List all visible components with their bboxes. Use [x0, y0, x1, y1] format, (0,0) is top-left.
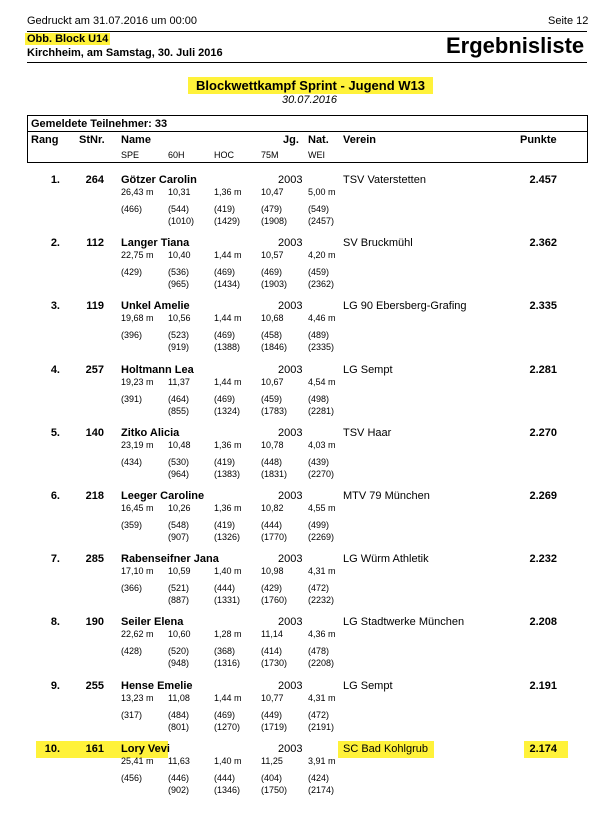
entry-points: (478): [308, 646, 330, 657]
entry-cumulative: (1270): [214, 721, 241, 732]
sub-hoc: HOC: [214, 150, 234, 160]
entry-cumulative: (902): [168, 784, 190, 795]
entry-performance: 10,78: [261, 439, 284, 450]
entry-points: (484): [168, 709, 190, 720]
entry-performance: 5,00 m: [308, 187, 336, 197]
entry-jg: 2003: [278, 174, 303, 186]
entry-performance: 19,23 m: [121, 376, 154, 387]
entry-cumulative: (1326): [214, 532, 241, 542]
entry-performance: 4,36 m: [308, 629, 336, 640]
entry-points: (469): [214, 267, 236, 278]
entry-jg: 2003: [278, 679, 303, 692]
entry-performance: 23,19 m: [121, 439, 154, 450]
entry-cumulative: (1383): [214, 468, 241, 479]
entry-performance: 4,31 m: [308, 692, 336, 703]
entry-rank: 2.: [50, 237, 60, 250]
entry-cumulative: (1010): [168, 216, 195, 226]
entry-points: (446): [168, 772, 190, 783]
entry-points: (530): [168, 456, 190, 467]
entry-punkte: 2.232: [529, 553, 557, 566]
entry-performance: 11,08: [168, 692, 190, 703]
entry-punkte: 2.270: [529, 426, 557, 439]
entry-points: (548): [168, 520, 190, 530]
entry-performance: 10,26: [168, 503, 191, 513]
entry-points: (479): [261, 204, 283, 214]
entry-points: (359): [121, 520, 143, 530]
entry-points: (414): [261, 646, 283, 657]
entry-performance: 11,14: [261, 629, 283, 640]
entry-rank: 7.: [50, 553, 60, 566]
entry-jg: 2003: [278, 300, 303, 313]
entry-performance: 22,75 m: [121, 250, 154, 261]
entry-punkte: 2.457: [529, 174, 557, 186]
entry-points: (448): [261, 456, 283, 467]
entry-verein: LG Sempt: [343, 363, 393, 376]
entry-cumulative: (1346): [214, 784, 241, 795]
entry-punkte: 2.335: [529, 300, 557, 313]
entry-points: (419): [214, 204, 236, 214]
entry-performance: 1,44 m: [214, 313, 242, 324]
entry-performance: 1,36 m: [214, 503, 242, 513]
entry-cumulative: (2208): [308, 658, 335, 669]
entry-points: (429): [121, 267, 143, 278]
entry-cumulative: (907): [168, 532, 190, 542]
entry-performance: 10,82: [261, 503, 284, 513]
entry-performance: 19,68 m: [121, 313, 154, 324]
entry-cumulative: (2191): [308, 721, 335, 732]
table-bottom-border: [27, 162, 587, 163]
event-location: Kirchheim, am Samstag, 30. Juli 2016: [27, 47, 223, 59]
entry-cumulative: (964): [168, 468, 190, 479]
entry-performance: 10,67: [261, 376, 284, 387]
table-left-border: [27, 115, 28, 163]
entry-name: Hense Emelie: [121, 679, 193, 692]
entry-cumulative: (855): [168, 405, 190, 416]
entry-points: (419): [214, 520, 236, 530]
entry-performance: 10,98: [261, 566, 284, 577]
entry-verein: LG Würm Athletik: [343, 553, 429, 566]
entry-cumulative: (1760): [261, 595, 288, 606]
entry-punkte: 2.208: [529, 616, 557, 629]
entry-performance: 10,40: [168, 250, 191, 261]
entry-name: Zitko Alicia: [121, 426, 180, 439]
table-top-border: [27, 115, 587, 116]
entry-cumulative: (1750): [261, 784, 288, 795]
sub-spe: SPE: [121, 150, 140, 160]
entry-stnr: 119: [86, 300, 104, 313]
sub-60h: 60H: [168, 150, 185, 160]
entry-verein: LG 90 Ebersberg-Grafing: [343, 300, 467, 313]
entry-performance: 1,40 m: [214, 566, 242, 577]
entry-performance: 4,03 m: [308, 439, 336, 450]
competition-date: 30.07.2016: [282, 94, 338, 106]
entry-points: (489): [308, 330, 330, 341]
entry-points: (444): [214, 772, 236, 783]
entry-points: (456): [121, 772, 143, 783]
entry-performance: 1,36 m: [214, 187, 242, 197]
entry-points: (444): [261, 520, 283, 530]
entry-name: Seiler Elena: [121, 616, 184, 629]
entry-jg: 2003: [278, 553, 303, 566]
entry-verein: LG Stadtwerke München: [343, 616, 465, 629]
entry-punkte: 2.191: [529, 679, 557, 692]
entry-performance: 26,43 m: [121, 187, 154, 197]
entry-performance: 11,37: [168, 376, 190, 387]
entry-cumulative: (1846): [261, 342, 288, 353]
registered-count: Gemeldete Teilnehmer: 33: [31, 118, 168, 130]
entry-points: (444): [214, 583, 236, 594]
entry-points: (458): [261, 330, 283, 341]
entry-stnr: 218: [85, 490, 104, 502]
entry-name: Götzer Carolin: [121, 174, 197, 186]
table-right-border: [587, 115, 588, 163]
entry-jg: 2003: [278, 742, 303, 755]
entry-stnr: 285: [85, 553, 104, 566]
block-name: Obb. Block U14: [27, 33, 109, 45]
entry-rank: 6.: [50, 490, 60, 502]
entry-performance: 11,25: [261, 755, 283, 766]
header-bottom-divider: [27, 62, 587, 63]
entry-points: (469): [261, 267, 283, 278]
entry-cumulative: (2270): [308, 468, 335, 479]
competition-title: Blockwettkampf Sprint - Jugend W13: [188, 77, 433, 94]
entry-points: (429): [261, 583, 283, 594]
entry-cumulative: (965): [168, 279, 190, 290]
entry-points: (521): [168, 583, 190, 594]
entry-points: (469): [214, 330, 236, 341]
entry-performance: 1,44 m: [214, 376, 242, 387]
entry-performance: 10,57: [261, 250, 284, 261]
entry-performance: 22,62 m: [121, 629, 154, 640]
entry-performance: 10,56: [168, 313, 191, 324]
entry-cumulative: (1434): [214, 279, 241, 290]
entry-cumulative: (1903): [261, 279, 288, 290]
entry-performance: 17,10 m: [121, 566, 154, 577]
entry-points: (498): [308, 393, 330, 404]
entry-cumulative: (1783): [261, 405, 288, 416]
entry-verein: LG Sempt: [343, 679, 393, 692]
entry-performance: 10,60: [168, 629, 191, 640]
printed-date: Gedruckt am 31.07.2016 um 00:00: [27, 15, 197, 27]
entry-stnr: 140: [85, 426, 104, 439]
entry-performance: 1,44 m: [214, 692, 242, 703]
col-name: Name: [121, 134, 151, 146]
entry-performance: 25,41 m: [121, 755, 154, 766]
entry-points: (317): [121, 709, 143, 720]
entry-points: (472): [308, 583, 330, 594]
col-stnr: StNr.: [79, 134, 105, 146]
entry-performance: 11,63: [168, 755, 190, 766]
entry-cumulative: (2232): [308, 595, 335, 606]
col-rang: Rang: [31, 134, 59, 146]
entry-jg: 2003: [278, 490, 303, 502]
entry-rank: 9.: [50, 679, 60, 692]
entry-performance: 4,31 m: [308, 566, 336, 577]
entry-verein: TSV Haar: [343, 426, 392, 439]
entry-cumulative: (919): [168, 342, 190, 353]
entry-performance: 3,91 m: [308, 755, 336, 766]
col-nat: Nat.: [308, 134, 329, 146]
entry-performance: 4,46 m: [308, 313, 336, 324]
entry-points: (549): [308, 204, 330, 214]
entry-rank: 8.: [50, 616, 60, 629]
entry-performance: 1,36 m: [214, 439, 242, 450]
entry-cumulative: (1388): [214, 342, 241, 353]
entry-performance: 10,48: [168, 439, 191, 450]
entry-performance: 10,77: [261, 692, 284, 703]
entry-points: (466): [121, 204, 143, 214]
entry-performance: 10,68: [261, 313, 284, 324]
entry-cumulative: (1331): [214, 595, 241, 606]
entry-name: Unkel Amelie: [121, 300, 190, 313]
entry-points: (404): [261, 772, 283, 783]
entry-points: (472): [308, 709, 330, 720]
entry-cumulative: (2362): [308, 279, 335, 290]
entry-points: (449): [261, 709, 283, 720]
entry-stnr: 161: [85, 742, 104, 755]
entry-rank: 4.: [50, 363, 60, 376]
entry-performance: 4,20 m: [308, 250, 336, 261]
entry-points: (391): [121, 393, 143, 404]
entry-name: Holtmann Lea: [121, 363, 194, 376]
entry-performance: 1,28 m: [214, 629, 242, 640]
entry-points: (396): [121, 330, 143, 341]
entry-punkte: 2.281: [529, 363, 557, 376]
entry-performance: 4,54 m: [308, 376, 336, 387]
entry-cumulative: (1719): [261, 721, 288, 732]
entry-points: (544): [168, 204, 190, 214]
entry-verein: TSV Vaterstetten: [343, 174, 426, 186]
entry-points: (428): [121, 646, 143, 657]
entry-points: (469): [214, 709, 236, 720]
entry-cumulative: (2335): [308, 342, 335, 353]
entry-punkte: 2.269: [529, 490, 557, 502]
entry-cumulative: (1908): [261, 216, 288, 226]
entry-cumulative: (2269): [308, 532, 335, 542]
entry-punkte: 2.174: [529, 742, 557, 755]
entry-verein: SV Bruckmühl: [343, 237, 413, 250]
entry-cumulative: (1770): [261, 532, 288, 542]
sub-75m: 75M: [261, 150, 279, 160]
entry-verein: MTV 79 München: [343, 490, 430, 502]
entry-jg: 2003: [278, 237, 303, 250]
entry-points: (464): [168, 393, 190, 404]
entry-name: Lory Vevi: [121, 742, 170, 755]
sub-wei: WEI: [308, 150, 325, 160]
entry-cumulative: (887): [168, 595, 190, 606]
entry-cumulative: (1316): [214, 658, 241, 669]
entry-performance: 10,59: [168, 566, 191, 577]
entry-jg: 2003: [278, 363, 303, 376]
entry-stnr: 190: [85, 616, 104, 629]
entry-cumulative: (1324): [214, 405, 241, 416]
entry-cumulative: (2457): [308, 216, 335, 226]
header-divider: [27, 31, 587, 32]
entry-rank: 10.: [44, 742, 60, 755]
entry-performance: 4,55 m: [308, 503, 336, 513]
entry-stnr: 264: [85, 174, 104, 186]
entry-cumulative: (1429): [214, 216, 241, 226]
entry-jg: 2003: [278, 426, 303, 439]
entry-rank: 3.: [50, 300, 60, 313]
entry-verein: SC Bad Kohlgrub: [343, 742, 428, 755]
entry-punkte: 2.362: [529, 237, 557, 250]
entry-points: (419): [214, 456, 236, 467]
entry-cumulative: (2281): [308, 405, 335, 416]
entry-name: Rabenseifner Jana: [121, 553, 219, 566]
entry-performance: 10,47: [261, 187, 284, 197]
entry-cumulative: (2174): [308, 784, 335, 795]
entry-stnr: 255: [85, 679, 104, 692]
entry-cumulative: (801): [168, 721, 190, 732]
entry-performance: 1,44 m: [214, 250, 242, 261]
entry-points: (459): [261, 393, 283, 404]
page-number: Seite 12: [548, 15, 589, 27]
entry-points: (424): [308, 772, 330, 783]
entry-points: (439): [308, 456, 330, 467]
entry-stnr: 257: [85, 363, 104, 376]
entry-points: (499): [308, 520, 330, 530]
entry-points: (368): [214, 646, 236, 657]
entry-points: (366): [121, 583, 143, 594]
entry-cumulative: (1831): [261, 468, 288, 479]
entry-jg: 2003: [278, 616, 303, 629]
entry-points: (523): [168, 330, 190, 341]
table-header-divider: [27, 131, 587, 132]
entry-points: (536): [168, 267, 190, 278]
entry-points: (434): [121, 456, 143, 467]
entry-name: Leeger Caroline: [121, 490, 205, 502]
col-jg: Jg.: [283, 134, 299, 146]
entry-performance: 1,40 m: [214, 755, 242, 766]
entry-name: Langer Tiana: [121, 237, 190, 250]
col-verein: Verein: [343, 134, 377, 146]
entry-performance: 13,23 m: [121, 692, 154, 703]
document-title: Ergebnisliste: [446, 33, 585, 58]
entry-stnr: 112: [86, 237, 104, 250]
entry-performance: 10,31: [168, 187, 191, 197]
entry-rank: 5.: [50, 426, 60, 439]
entry-points: (520): [168, 646, 190, 657]
entry-points: (469): [214, 393, 236, 404]
entry-cumulative: (948): [168, 658, 190, 669]
entry-performance: 16,45 m: [121, 503, 154, 513]
col-punkte: Punkte: [520, 134, 557, 146]
entry-cumulative: (1730): [261, 658, 288, 669]
entry-points: (459): [308, 267, 330, 278]
entry-rank: 1.: [50, 174, 60, 186]
